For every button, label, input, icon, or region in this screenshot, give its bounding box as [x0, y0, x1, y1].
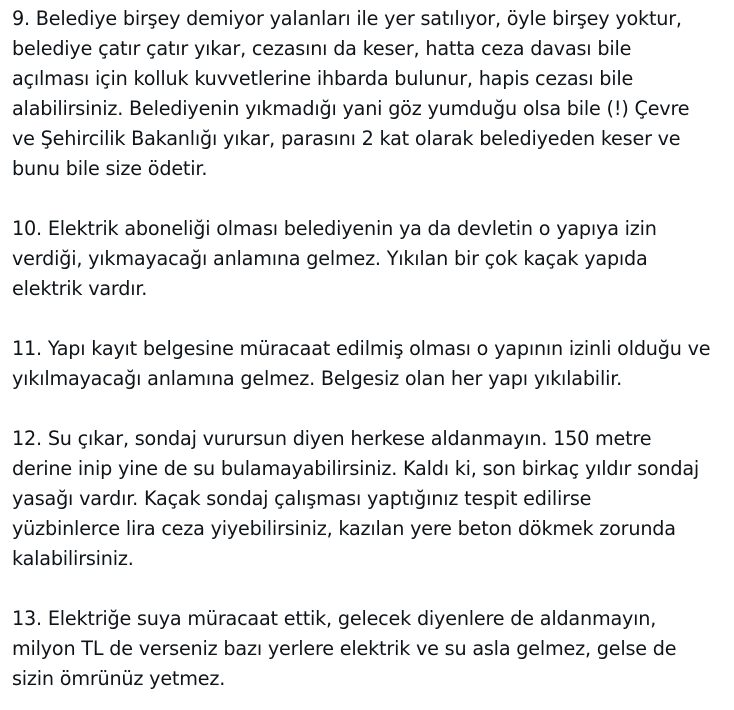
text-line: verdiği, yıkmayacağı anlamına gelmez. Yıkılan bir çok kaçak yapıda — [12, 247, 648, 270]
text-line: alabilirsiniz. Belediyenin yıkmadığı yani göz yumduğu olsa bile (!) Çevre — [12, 97, 690, 120]
paragraph-item-12 — [12, 424, 728, 574]
text-line: bunu bile size ödetir. — [12, 157, 208, 180]
text-line: elektrik vardır. — [12, 277, 148, 300]
paragraph-item-9 — [12, 4, 728, 184]
post-text-body — [12, 4, 728, 694]
text-line: 10. Elektrik aboneliği olması belediyenin ya da devletin o yapıya izin — [12, 217, 657, 240]
text-line: yıkılmayacağı anlamına gelmez. Belgesiz olan her yapı yıkılabilir. — [12, 367, 623, 390]
text-line: yasağı vardır. Kaçak sondaj çalışması yaptığınız tespit edilirse — [12, 487, 592, 510]
paragraph-item-13 — [12, 604, 728, 694]
text-line: ve Şehircilik Bakanlığı yıkar, parasını 2 kat olarak belediyeden keser ve — [12, 127, 681, 150]
paragraph-item-11 — [12, 334, 728, 394]
paragraph-item-10 — [12, 214, 728, 304]
text-line: derine inip yine de su bulamayabilirsiniz. Kaldı ki, son birkaç yıldır sondaj — [12, 457, 700, 480]
text-line: 11. Yapı kayıt belgesine müracaat edilmiş olması o yapının izinli olduğu ve — [12, 337, 711, 360]
text-line: sizin ömrünüz yetmez. — [12, 667, 226, 690]
text-line: açılması için kolluk kuvvetlerine ihbarda bulunur, hapis cezası bile — [12, 67, 634, 90]
text-line: 9. Belediye birşey demiyor yalanları ile yer satılıyor, öyle birşey yoktur, — [12, 7, 682, 30]
text-line: yüzbinlerce lira ceza yiyebilirsiniz, kazılan yere beton dökmek zorunda — [12, 517, 676, 540]
text-line: 12. Su çıkar, sondaj vurursun diyen herkese aldanmayın. 150 metre — [12, 427, 652, 450]
text-line: kalabilirsiniz. — [12, 547, 134, 570]
text-line: belediye çatır çatır yıkar, cezasını da keser, hatta ceza davası bile — [12, 37, 632, 60]
text-line: milyon TL de verseniz bazı yerlere elektrik ve su asla gelmez, gelse de — [12, 637, 677, 660]
text-line: 13. Elektriğe suya müracaat ettik, gelecek diyenlere de aldanmayın, — [12, 607, 657, 630]
